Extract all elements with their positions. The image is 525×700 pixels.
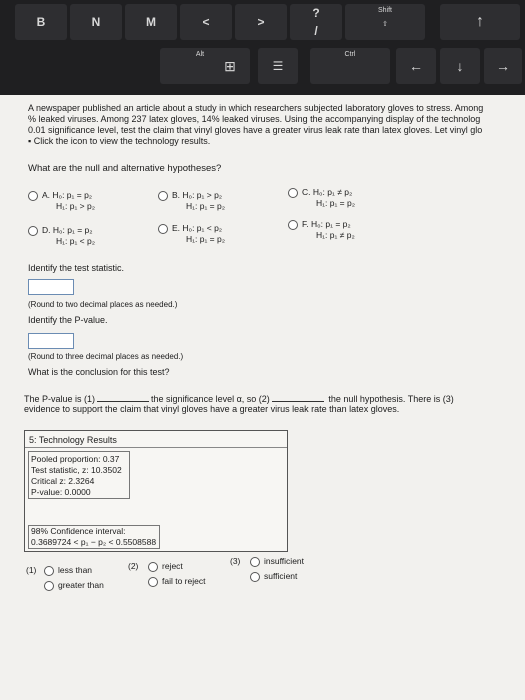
radio-b[interactable] (158, 191, 168, 201)
dropdown-1-label: (1) (26, 565, 37, 575)
choice-sufficient-label: sufficient (264, 571, 298, 581)
conclusion-part-a: The P-value is (1) (24, 394, 96, 404)
radio-f[interactable] (288, 220, 298, 230)
technology-results-link[interactable] (28, 136, 210, 147)
problem-intro-1: A newspaper published an article about a study in which researchers subjected laboratory gloves to stress. Among (28, 103, 484, 113)
technology-results-panel (24, 430, 288, 552)
round-two-hint: (Round to two decimal places as needed.) (28, 300, 178, 309)
divider (25, 447, 287, 448)
option-f[interactable] (288, 219, 355, 241)
choice-reject-label: reject (162, 561, 183, 571)
conclusion-part-b: the significance level α, so (2) (151, 394, 270, 404)
choice-insufficient[interactable] (250, 556, 304, 567)
round-three-hint: (Round to three decimal places as needed.) (28, 352, 184, 361)
choice-greater-than[interactable] (44, 580, 104, 591)
ci-label: 98% Confidence interval: (31, 526, 126, 536)
keyboard-photo-area (0, 0, 525, 95)
key-b: B (15, 4, 67, 40)
key-n: N (70, 4, 122, 40)
problem-intro-2: % leaked viruses. Among 237 latex gloves, 14% leaked viruses. Using the accompanying display of the technolog (28, 114, 481, 124)
option-f-h0: H₀: p₁ = p₂ (311, 219, 351, 229)
problem-intro-3: 0.01 significance level, test the claim that vinyl gloves have a greater virus leak rate than latex gloves. Let vinyl glo (28, 125, 483, 135)
radio-insufficient[interactable] (250, 557, 260, 567)
option-b-h1: H₁: p₁ = p₂ (186, 201, 226, 211)
option-c-letter: C. (302, 187, 311, 197)
results-title: 5: Technology Results (29, 435, 117, 445)
arrow-right-icon: → (484, 48, 522, 84)
choice-insufficient-label: insufficient (264, 556, 305, 566)
option-c-h0: H₀: p₁ ≠ p₂ (312, 187, 353, 197)
key-ctrl: Ctrl (310, 48, 390, 84)
radio-fail-to-reject[interactable] (148, 577, 158, 587)
option-a-h1: H₁: p₁ > p₂ (56, 201, 96, 211)
radio-d[interactable] (28, 226, 38, 236)
radio-sufficient[interactable] (250, 572, 260, 582)
key-gt: > (235, 4, 287, 40)
option-f-letter: F. (302, 219, 309, 229)
option-a-h0: H₀: p₁ = p₂ (52, 190, 93, 200)
question-test-statistic: Identify the test statistic. (28, 263, 125, 273)
radio-reject[interactable] (148, 562, 158, 572)
option-f-h1: H₁: p₁ ≠ p₂ (316, 230, 355, 240)
test-statistic-value: Test statistic, z: 10.3502 (31, 465, 122, 475)
info-icon: ▪ (28, 136, 34, 146)
choice-less-than-label: less than (58, 565, 93, 575)
option-b-h0: H₀: p₁ > p₂ (182, 190, 223, 200)
test-statistic-input[interactable] (28, 279, 74, 295)
dropdown-3-label: (3) (230, 556, 241, 566)
choice-reject[interactable] (148, 561, 183, 572)
option-d-h1: H₁: p₁ < p₂ (56, 236, 96, 246)
choice-greater-than-label: greater than (58, 580, 104, 590)
dropdown-2-label: (2) (128, 561, 139, 571)
results-stats-box (28, 451, 130, 499)
option-d-h0: H₀: p₁ = p₂ (52, 225, 93, 235)
windows-icon: ⊞ (210, 48, 250, 84)
option-a-letter: A. (42, 190, 51, 200)
option-e-h1: H₁: p₁ = p₂ (186, 234, 226, 244)
option-b-letter: B. (172, 190, 181, 200)
conclusion-part-c: the null hypothesis. There is (3) (328, 394, 454, 404)
homework-page (0, 95, 525, 700)
p-value-result: P-value: 0.0000 (31, 487, 91, 497)
key-m: M (125, 4, 177, 40)
arrow-up-icon: ↑ (440, 4, 520, 40)
option-e-letter: E. (172, 223, 181, 233)
confidence-interval-box (28, 525, 160, 549)
option-b[interactable] (158, 190, 225, 212)
choice-sufficient[interactable] (250, 571, 297, 582)
arrow-left-icon: ← (396, 48, 436, 84)
question-p-value: Identify the P-value. (28, 315, 108, 325)
choice-fail-to-reject-label: fail to reject (162, 576, 206, 586)
option-d[interactable] (28, 225, 95, 247)
radio-e[interactable] (158, 224, 168, 234)
option-c[interactable] (288, 187, 355, 209)
key-shift: Shift ⇧ (345, 4, 425, 40)
option-d-letter: D. (42, 225, 51, 235)
option-c-h1: H₁: p₁ = p₂ (316, 198, 356, 208)
key-alt: Alt (160, 48, 240, 84)
radio-greater-than[interactable] (44, 581, 54, 591)
option-a[interactable] (28, 190, 95, 212)
link-text: Click the icon to view the technology results. (33, 136, 211, 146)
menu-icon: ☰ (258, 48, 298, 84)
option-e[interactable] (158, 223, 225, 245)
question-conclusion: What is the conclusion for this test? (28, 367, 170, 377)
radio-a[interactable] (28, 191, 38, 201)
ci-value: 0.3689724 < p₁ − p₂ < 0.5508588 (31, 537, 157, 547)
key-question: ? / (290, 4, 342, 40)
choice-fail-to-reject[interactable] (148, 576, 205, 587)
critical-z: Critical z: 2.3264 (31, 476, 95, 486)
option-e-h0: H₀: p₁ < p₂ (182, 223, 223, 233)
key-lt: < (180, 4, 232, 40)
radio-less-than[interactable] (44, 566, 54, 576)
blank-1[interactable] (97, 393, 149, 402)
arrow-down-icon: ↓ (440, 48, 480, 84)
radio-c[interactable] (288, 188, 298, 198)
choice-less-than[interactable] (44, 565, 92, 576)
p-value-input[interactable] (28, 333, 74, 349)
conclusion-text-2: evidence to support the claim that vinyl gloves have a greater virus leak rate than latex gloves. (24, 404, 400, 414)
question-hypotheses: What are the null and alternative hypotheses? (28, 163, 222, 174)
pooled-proportion: Pooled proportion: 0.37 (31, 454, 120, 464)
blank-2[interactable] (272, 393, 324, 402)
